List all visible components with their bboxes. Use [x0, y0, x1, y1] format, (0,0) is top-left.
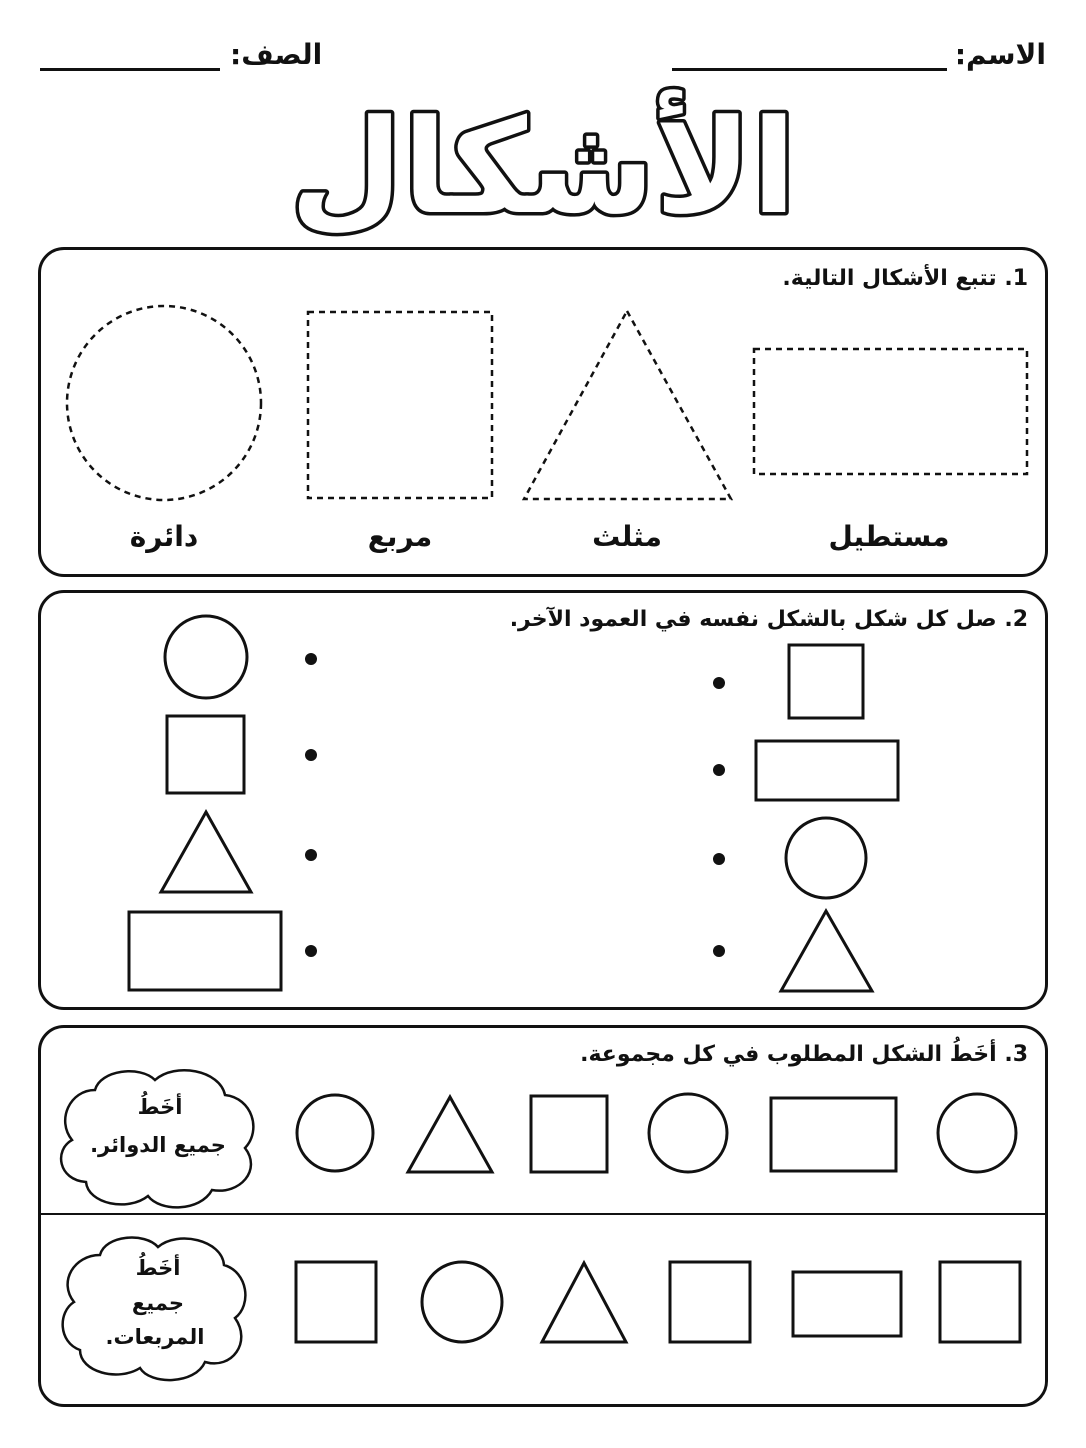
label-rectangle: مستطيل	[828, 520, 950, 553]
row1-circle-3[interactable]	[297, 1095, 373, 1171]
label-circle: دائرة	[129, 520, 199, 553]
row1-circle-1[interactable]	[938, 1094, 1016, 1172]
cloud1-line2: جميع الدوائر.	[90, 1133, 226, 1157]
row2-triangle[interactable]	[542, 1263, 626, 1342]
row2-square-2[interactable]	[670, 1262, 750, 1342]
name-label: الاسم:	[954, 38, 1046, 71]
cloud1-line1: أخَطُ	[137, 1095, 183, 1119]
section1-instruction: 1. تتبع الأشكال التالية.	[782, 266, 1028, 291]
label-triangle: مثلث	[592, 520, 662, 553]
section3-instruction: 3. أخَطُ الشكل المطلوب في كل مجموعة.	[580, 1042, 1028, 1067]
row1-rectangle[interactable]	[771, 1098, 896, 1171]
cloud2-line2: جميع	[131, 1291, 185, 1315]
class-label: الصف:	[230, 38, 323, 71]
row2-square-3[interactable]	[296, 1262, 376, 1342]
label-square: مربع	[367, 520, 433, 553]
page-title-text: الأشكال	[289, 91, 797, 243]
section2-instruction: 2. صل كل شكل بالشكل نفسه في العمود الآخر.	[509, 607, 1028, 632]
row2-rectangle[interactable]	[793, 1272, 901, 1336]
row2-circle[interactable]	[422, 1262, 502, 1342]
cloud2-line3: المربعات.	[105, 1325, 205, 1349]
cloud2-line1: أخَطُ	[135, 1256, 181, 1280]
row2-square-1[interactable]	[940, 1262, 1020, 1342]
row1-triangle[interactable]	[408, 1097, 492, 1172]
row1-circle-2[interactable]	[649, 1094, 727, 1172]
row1-square[interactable]	[531, 1096, 607, 1172]
